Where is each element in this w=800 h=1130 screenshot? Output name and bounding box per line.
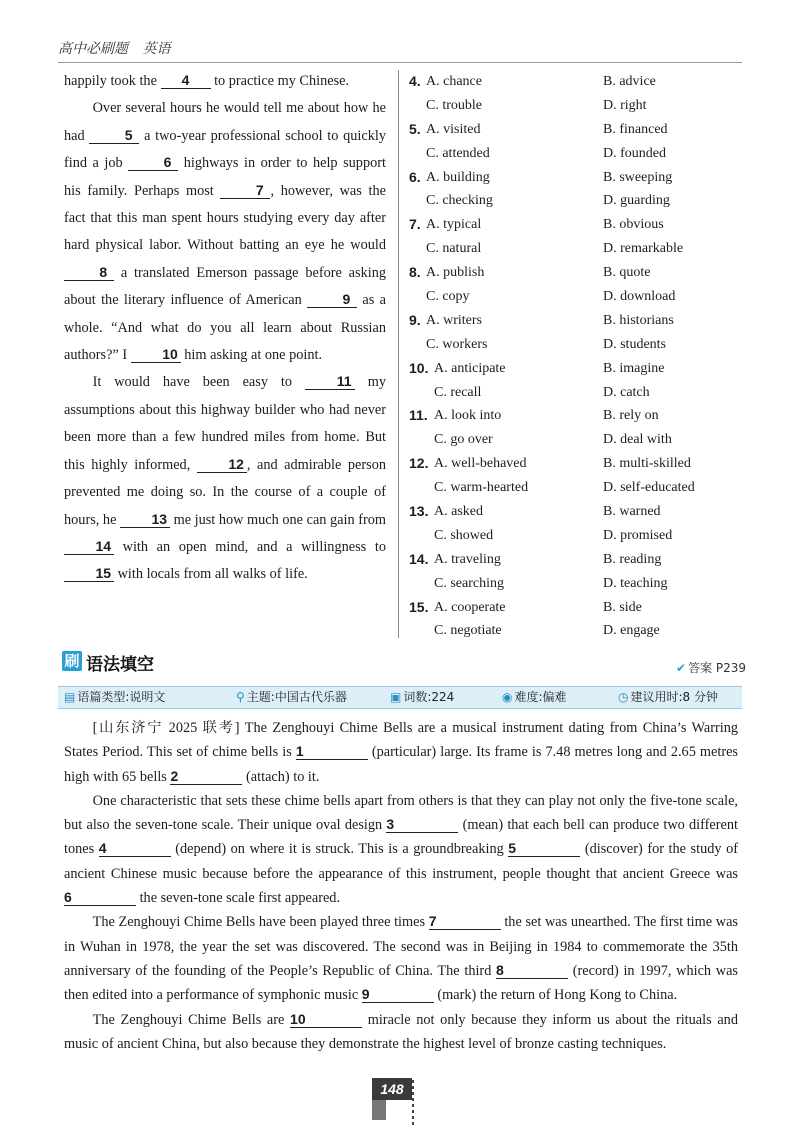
blank-7[interactable]: 7 (429, 913, 501, 930)
option-d[interactable]: D. catch (603, 384, 650, 400)
question-number: 4. (409, 73, 421, 89)
option-row-5-ab (409, 118, 744, 142)
option-d[interactable]: D. students (603, 336, 666, 352)
option-b[interactable]: B. quote (603, 265, 651, 281)
page-number: 148 (372, 1078, 412, 1100)
option-d[interactable]: D. download (603, 289, 676, 305)
question-number: 8. (409, 264, 421, 281)
question-number: 14. (409, 550, 429, 567)
blank-12[interactable]: 12 (197, 456, 247, 473)
option-a[interactable]: A. visited (426, 121, 481, 137)
option-b[interactable]: B. financed (603, 121, 668, 137)
option-row-4-cd (409, 94, 744, 118)
cloze-paragraph-3: It would have been easy to 11 my assumptions about this highway builder who had never been more than a few hundred miles from home. But this highly informed, 12 , and admirable person prevented me doing so. In the course of a couple of hours, he 13 me just how much one can gain from 14 with an open mind, and a willingness to 15 with locals from all walks of life. (64, 373, 387, 583)
option-b[interactable]: B. advice (603, 74, 656, 89)
header-divider (58, 62, 742, 63)
option-d[interactable]: D. remarkable (603, 241, 684, 257)
info-words-text: 词数:224 (403, 690, 455, 704)
info-words (390, 687, 454, 708)
column-divider (398, 70, 399, 638)
question-number: 10. (409, 359, 429, 376)
question-number: 5. (409, 120, 421, 137)
blank-6[interactable]: 6 (64, 889, 136, 906)
option-row-9-ab (409, 309, 744, 333)
option-a[interactable]: A. look into (434, 408, 502, 424)
option-c[interactable]: C. workers (426, 336, 488, 352)
option-a[interactable]: A. well-behaved (434, 456, 527, 472)
option-a[interactable]: A. anticipate (434, 360, 506, 376)
blank-8[interactable]: 8 (496, 962, 568, 979)
option-row-14-ab (409, 548, 744, 572)
option-row-12-cd (409, 476, 744, 500)
blank-1[interactable]: 1 (296, 743, 368, 760)
option-d[interactable]: D. promised (603, 527, 673, 543)
question-number: 6. (409, 168, 421, 185)
page-dots (412, 1080, 414, 1128)
blank-13[interactable]: 13 (120, 511, 170, 528)
option-a[interactable]: A. typical (426, 217, 482, 233)
option-row-12-ab (409, 452, 744, 476)
blank-2[interactable]: 2 (170, 768, 242, 785)
option-b[interactable]: B. imagine (603, 360, 665, 376)
blank-5[interactable]: 5 (89, 127, 139, 144)
info-bar (58, 686, 742, 709)
blank-8[interactable]: 8 (64, 264, 114, 281)
option-b[interactable]: B. warned (603, 504, 661, 520)
blank-4[interactable]: 4 (99, 840, 171, 857)
grammar-paragraph-3: The Zenghouyi Chime Bells have been played three times 7 the set was unearthed. The first time was in Wuhan in 1978, the year the set was discovered. The second was in Beijing in 1984 to commemorate the 35th anniversary of the founding of the People’s Republic of China. The third 8 (record) in 1997, which was then edited into a performance of symphonic music 9 (mark) the return of Hong Kong to China. (64, 913, 739, 1004)
option-a[interactable]: A. chance (426, 74, 482, 89)
option-c[interactable]: C. showed (434, 527, 494, 543)
option-c[interactable]: C. warm-hearted (434, 480, 529, 496)
option-c[interactable]: C. searching (434, 575, 504, 591)
option-d[interactable]: D. teaching (603, 575, 668, 591)
info-topic-text: 主题:中国古代乐器 (246, 690, 347, 704)
option-a[interactable]: A. publish (426, 265, 485, 281)
option-a[interactable]: A. asked (434, 504, 483, 520)
option-b[interactable]: B. obvious (603, 217, 664, 233)
option-c[interactable]: C. copy (426, 289, 470, 305)
question-number: 11. (409, 407, 428, 424)
grammar-passage (64, 716, 738, 1056)
option-row-6-cd (409, 189, 744, 213)
option-row-15-ab (409, 596, 744, 620)
blank-3[interactable]: 3 (386, 816, 458, 833)
answer-page: 答案 P239 (688, 661, 747, 675)
check-icon: ✔ (676, 661, 687, 675)
blank-9[interactable]: 9 (307, 291, 357, 308)
info-type-text: 语篇类型:说明文 (77, 690, 166, 704)
subject-label: 英语 (142, 41, 171, 57)
option-d[interactable]: D. self-educated (603, 480, 695, 496)
option-d[interactable]: D. deal with (603, 432, 672, 448)
option-row-8-cd (409, 285, 744, 309)
info-topic (236, 687, 347, 708)
option-b[interactable]: B. rely on (603, 408, 659, 424)
option-row-7-ab (409, 213, 744, 237)
question-number: 15. (409, 598, 429, 615)
option-c[interactable]: C. recall (434, 384, 482, 400)
clock-icon: ◷ (618, 690, 629, 704)
info-type (64, 687, 165, 708)
blank-11[interactable]: 11 (305, 373, 355, 390)
option-a[interactable]: A. traveling (434, 551, 501, 567)
blank-10[interactable]: 10 (131, 346, 181, 363)
option-row-8-ab (409, 261, 744, 285)
info-time-text: 建议用时:8 分钟 (630, 690, 718, 704)
section-title: 语法填空 (86, 655, 154, 675)
question-number: 12. (409, 455, 429, 472)
option-row-10-cd (409, 381, 744, 405)
question-number: 13. (409, 503, 429, 520)
info-difficulty-text: 难度:偏难 (514, 690, 567, 704)
grammar-paragraph-2: One characteristic that sets these chime bells apart from others is that they can play not only the five-tone scale, but also the seven-tone scale. Their unique oval design 3 (mean) that each bell can produce two different tones 4 (depend) on where it is struck. This is a groundbreaking 5 (discover) for the study of ancient Chinese music because before the appearance of this instrument, people thought that ancient Greece was 6 the seven-tone scale first appeared. (64, 792, 738, 907)
answer-reference (676, 659, 746, 676)
blank-7[interactable]: 7 (220, 182, 270, 199)
option-d[interactable]: D. engage (603, 623, 660, 639)
option-c[interactable]: C. go over (434, 432, 493, 448)
question-number: 7. (409, 216, 421, 233)
option-row-7-cd (409, 237, 744, 261)
blank-10[interactable]: 10 (290, 1011, 362, 1028)
page-tab (372, 1100, 386, 1120)
option-d[interactable]: D. founded (603, 145, 666, 161)
option-a[interactable]: A. building (426, 169, 490, 185)
option-row-11-cd (409, 428, 744, 452)
option-b[interactable]: B. historians (603, 312, 674, 328)
option-d[interactable]: D. guarding (603, 193, 670, 209)
option-c[interactable]: C. checking (426, 193, 493, 209)
option-row-6-ab (409, 166, 744, 190)
document-icon: ▤ (64, 690, 76, 704)
option-row-13-ab (409, 500, 744, 524)
option-row-9-cd (409, 333, 744, 357)
option-b[interactable]: B. multi-skilled (603, 456, 691, 472)
option-a[interactable]: A. writers (426, 312, 482, 328)
blank-14[interactable]: 14 (64, 538, 114, 555)
blank-15[interactable]: 15 (64, 565, 114, 582)
cloze-paragraph-1: happily took the 4 to practice my Chinese. (64, 72, 350, 89)
option-row-10-ab (409, 357, 744, 381)
option-b[interactable]: B. reading (603, 551, 662, 567)
option-row-5-cd (409, 142, 744, 166)
option-d[interactable]: D. right (603, 97, 647, 113)
grammar-paragraph-1: [山东济宁 2025 联考] The Zenghouyi Chime Bells are a musical instrument dating from China’s Warring States Period. This set of chime bells is 1 (particular) large. Its frame is 7.48 metres long and 2.65 metres high with 65 bells 2 (attach) to it. (64, 720, 739, 785)
options-list (409, 70, 744, 643)
cloze-passage (64, 68, 386, 589)
book-title: 高中必刷题 (58, 41, 128, 57)
option-b[interactable]: B. sweeping (603, 169, 673, 185)
option-a[interactable]: A. cooperate (434, 599, 506, 615)
option-c[interactable]: C. trouble (426, 97, 482, 113)
question-number: 9. (409, 311, 421, 328)
option-row-15-cd (409, 619, 744, 643)
option-row-14-cd (409, 572, 744, 596)
option-c[interactable]: C. attended (426, 145, 490, 161)
cloze-paragraph-2: Over several hours he would tell me about how he had 5 a two-year professional school to quickly find a job 6 highways in order to help support his family. Perhaps most 7 , however, was the fact that this man spent hours studying every day after hard physical labor. Without batting an eye he would 8 a translated Emerson passage before asking about the literary influence of American 9 as a whole. “And what do you all learn about Russian authors?” I 10 him asking at one point. (64, 100, 387, 364)
difficulty-icon: ◉ (502, 690, 513, 704)
search-icon: ⚲ (236, 690, 245, 704)
running-header (58, 38, 180, 58)
option-row-11-ab (409, 404, 744, 428)
option-row-4-ab (409, 70, 744, 94)
option-c[interactable]: C. natural (426, 241, 482, 257)
option-b[interactable]: B. side (603, 599, 642, 615)
blank-5[interactable]: 5 (508, 840, 580, 857)
option-c[interactable]: C. negotiate (434, 623, 502, 639)
blank-6[interactable]: 6 (128, 154, 178, 171)
brush-badge-icon: 刷 (62, 651, 82, 671)
word-count-icon: ▣ (390, 690, 402, 704)
blank-4[interactable]: 4 (161, 72, 211, 89)
option-row-13-cd (409, 524, 744, 548)
grammar-paragraph-4: The Zenghouyi Chime Bells are 10 miracle not only because they inform us about the rituals and music of ancient China, but also because they demonstrate the highest level of bronze casting techniques. (64, 1010, 738, 1052)
blank-9[interactable]: 9 (362, 986, 434, 1003)
info-time (618, 687, 718, 708)
info-difficulty (502, 687, 567, 708)
